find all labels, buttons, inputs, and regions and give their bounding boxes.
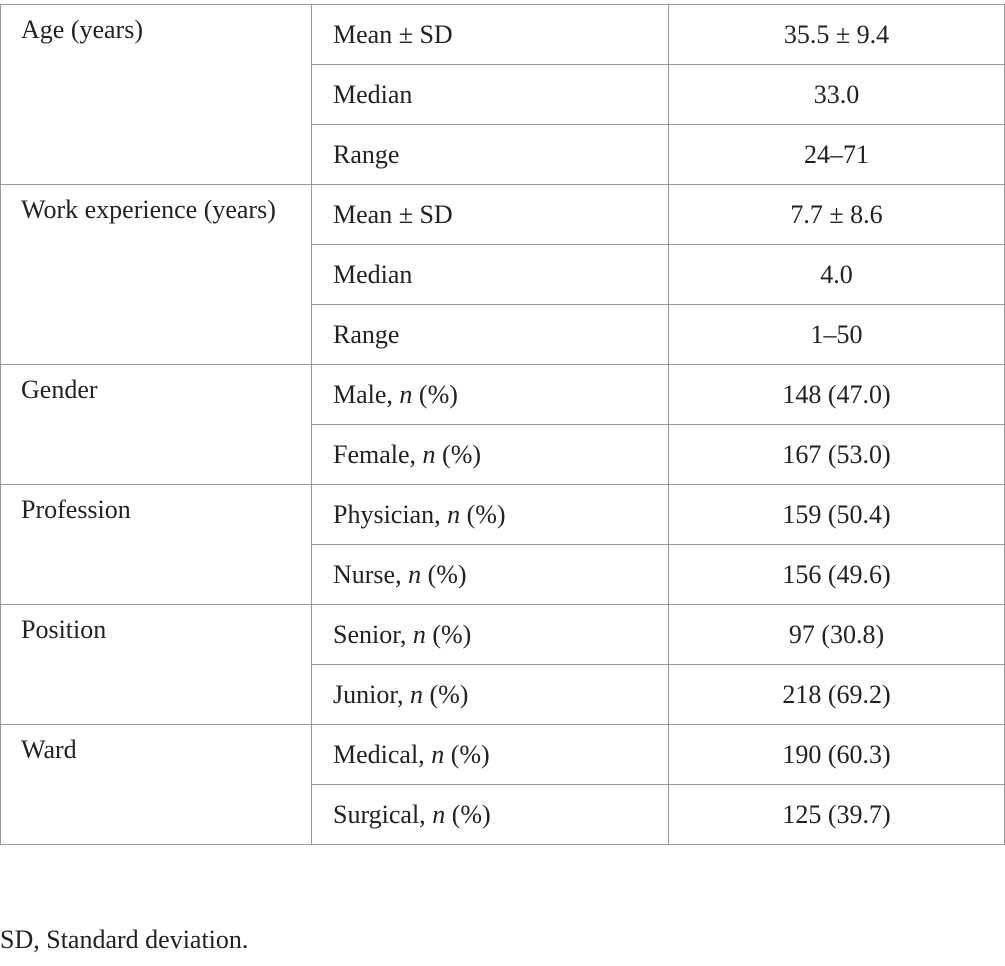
stat-label-suffix: (%) bbox=[444, 739, 490, 769]
stat-label-cell bbox=[312, 5, 669, 65]
stat-value-cell bbox=[669, 665, 1005, 725]
stat-label-cell bbox=[312, 125, 669, 185]
demographics-table-body bbox=[1, 5, 1005, 845]
stat-label-cell bbox=[312, 245, 669, 305]
stat-value-cell bbox=[669, 5, 1005, 65]
group-label-cell bbox=[1, 485, 312, 605]
stat-value-cell bbox=[669, 245, 1005, 305]
group-label: Position bbox=[21, 615, 107, 644]
group-label: Gender bbox=[21, 375, 98, 404]
stat-label-cell bbox=[312, 65, 669, 125]
stat-label: Female, bbox=[333, 439, 423, 469]
table-row bbox=[1, 605, 1005, 665]
stat-label-italic: n bbox=[409, 679, 423, 709]
group-label: Ward bbox=[21, 735, 77, 764]
stat-value-cell bbox=[669, 485, 1005, 545]
stat-value-cell bbox=[669, 65, 1005, 125]
stat-label: Nurse, bbox=[333, 559, 409, 589]
stat-label-suffix: (%) bbox=[460, 499, 506, 529]
group-label-cell bbox=[1, 365, 312, 485]
stat-label-suffix: (%) bbox=[445, 799, 491, 829]
stat-label-suffix: (%) bbox=[425, 619, 472, 649]
stat-value: 1–50 bbox=[810, 319, 863, 349]
stat-label: Junior, bbox=[333, 679, 410, 709]
stat-value-cell bbox=[669, 365, 1005, 425]
stat-value: 148 (47.0) bbox=[782, 379, 891, 409]
stat-label-cell bbox=[312, 545, 669, 605]
stat-label: Surgical, bbox=[333, 799, 433, 829]
stat-label-cell bbox=[312, 605, 669, 665]
group-label-cell bbox=[1, 5, 312, 185]
table-row bbox=[1, 725, 1005, 785]
stat-label-cell bbox=[312, 425, 669, 485]
stat-label-cell bbox=[312, 185, 669, 245]
stat-value-cell bbox=[669, 185, 1005, 245]
stat-value: 35.5 ± 9.4 bbox=[783, 19, 890, 49]
stat-label-cell bbox=[312, 785, 669, 845]
stat-label-italic: n bbox=[412, 619, 426, 649]
group-label: Profession bbox=[21, 495, 131, 524]
stat-value: 156 (49.6) bbox=[782, 559, 891, 589]
table-row bbox=[1, 485, 1005, 545]
stat-value: 7.7 ± 8.6 bbox=[790, 199, 883, 229]
group-label-cell bbox=[1, 605, 312, 725]
stat-label-italic: n bbox=[447, 499, 461, 529]
stat-label-suffix: (%) bbox=[412, 379, 458, 409]
stat-label: Male, bbox=[333, 379, 400, 409]
stat-value-cell bbox=[669, 605, 1005, 665]
stat-label-cell bbox=[312, 365, 669, 425]
stat-value: 159 (50.4) bbox=[782, 499, 891, 529]
stat-label-italic: n bbox=[432, 799, 446, 829]
stat-value-cell bbox=[669, 725, 1005, 785]
table-row bbox=[1, 365, 1005, 425]
stat-label: Range bbox=[333, 139, 400, 169]
stat-value: 190 (60.3) bbox=[782, 739, 891, 769]
stat-label-italic: n bbox=[399, 379, 413, 409]
stat-label-italic: n bbox=[431, 739, 445, 769]
group-label-cell bbox=[1, 725, 312, 845]
stat-label: Physician, bbox=[333, 499, 448, 529]
stat-value: 33.0 bbox=[813, 79, 860, 109]
stat-label-suffix: (%) bbox=[435, 439, 482, 469]
stat-value: 167 (53.0) bbox=[782, 439, 891, 469]
table-row bbox=[1, 5, 1005, 65]
stat-label-cell bbox=[312, 485, 669, 545]
stat-value-cell bbox=[669, 785, 1005, 845]
stat-label: Mean ± SD bbox=[333, 199, 453, 229]
stat-label-italic: n bbox=[408, 559, 422, 589]
demographics-table bbox=[0, 4, 1005, 845]
group-label-cell bbox=[1, 185, 312, 365]
stat-label-cell bbox=[312, 725, 669, 785]
stat-label: Medical, bbox=[333, 739, 432, 769]
table-footnote: SD, Standard deviation. bbox=[0, 925, 249, 954]
group-label: Age (years) bbox=[21, 15, 143, 44]
stat-value: 125 (39.7) bbox=[782, 799, 891, 829]
stat-label: Median bbox=[333, 79, 413, 109]
stat-value: 24–71 bbox=[804, 139, 869, 169]
stat-value-cell bbox=[669, 305, 1005, 365]
stat-label-suffix: (%) bbox=[421, 559, 467, 589]
stat-label-cell bbox=[312, 305, 669, 365]
stat-value-cell bbox=[669, 425, 1005, 485]
stat-label-suffix: (%) bbox=[422, 679, 469, 709]
stat-label: Range bbox=[333, 319, 400, 349]
stat-value-cell bbox=[669, 545, 1005, 605]
stat-label-italic: n bbox=[422, 439, 436, 469]
stat-label: Mean ± SD bbox=[333, 19, 453, 49]
group-label: Work experience (years) bbox=[21, 195, 276, 224]
table-row bbox=[1, 185, 1005, 245]
stat-value: 218 (69.2) bbox=[782, 679, 891, 709]
stat-value: 97 (30.8) bbox=[788, 619, 885, 649]
stat-label-cell bbox=[312, 665, 669, 725]
stat-label: Median bbox=[333, 259, 413, 289]
stat-label: Senior, bbox=[333, 619, 413, 649]
stat-value-cell bbox=[669, 125, 1005, 185]
stat-value: 4.0 bbox=[820, 259, 853, 289]
